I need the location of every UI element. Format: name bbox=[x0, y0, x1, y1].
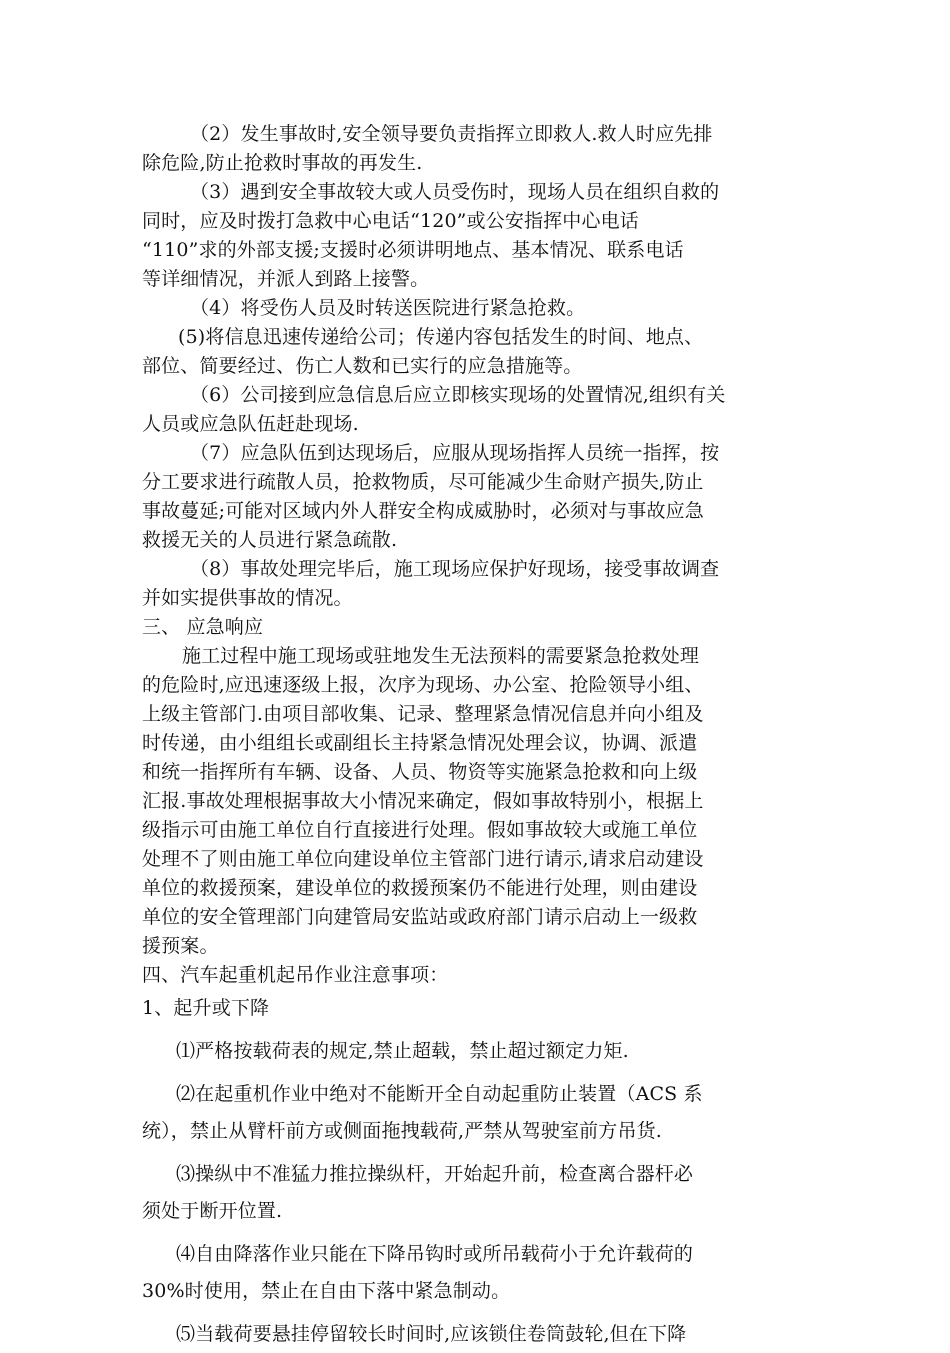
text-line: 同时，应及时拨打急救中心电话“120”或公安指挥中心电话 bbox=[142, 210, 639, 232]
text-line: 并如实提供事故的情况。 bbox=[142, 587, 353, 609]
text-line: ⑶操纵中不准猛力推拉操纵杆，开始起升前，检查离合器杆必 bbox=[176, 1163, 694, 1185]
text-line: 部位、简要经过、伤亡人数和已实行的应急措施等。 bbox=[142, 355, 583, 377]
text-line: 单位的救援预案，建设单位的救援预案仍不能进行处理，则由建设 bbox=[142, 877, 698, 899]
document-body bbox=[142, 120, 812, 1353]
text-line: 统），禁止从臂杆前方或侧面拖拽载荷,严禁从驾驶室前方吊货. bbox=[142, 1120, 662, 1142]
text-line: ⑵在起重机作业中绝对不能断开全自动起重防止装置（ACS 系 bbox=[176, 1083, 703, 1105]
text-line: ⑷自由降落作业只能在下降吊钩时或所吊载荷小于允许载荷的 bbox=[176, 1243, 694, 1265]
text-line: 事故蔓延;可能对区域内外人群安全构成威胁时，必须对与事故应急 bbox=[142, 500, 704, 522]
text-line: 汇报.事故处理根据事故大小情况来确定，假如事故特别小，根据上 bbox=[142, 790, 704, 812]
text-line: 上级主管部门.由项目部收集、记录、整理紧急情况信息并向小组及 bbox=[142, 703, 704, 725]
text-line: 30%时使用，禁止在自由下落中紧急制动。 bbox=[142, 1280, 511, 1302]
text-line: 和统一指挥所有车辆、设备、人员、物资等实施紧急抢救和向上级 bbox=[142, 761, 698, 783]
text-line: （8）事故处理完毕后，施工现场应保护好现场，接受事故调查 bbox=[190, 558, 720, 580]
text-line: “110”求的外部支援;支援时必须讲明地点、基本情况、联系电话 bbox=[142, 239, 684, 261]
text-line: 人员或应急队伍赶赴现场. bbox=[142, 413, 359, 435]
text-line: 1、起升或下降 bbox=[142, 997, 270, 1019]
text-line: 等详细情况，并派人到路上接警。 bbox=[142, 268, 430, 290]
text-line: 须处于断开位置. bbox=[142, 1200, 283, 1222]
text-line: (5)将信息迅速传递给公司；传递内容包括发生的时间、地点、 bbox=[178, 326, 704, 348]
text-line: 时传递，由小组组长或副组长主持紧急情况处理会议，协调、派遣 bbox=[142, 732, 698, 754]
text-line: （2）发生事故时,安全领导要负责指挥立即救人.救人时应先排 bbox=[190, 123, 713, 145]
text-line: ⑴严格按载荷表的规定,禁止超载，禁止超过额定力矩. bbox=[176, 1040, 629, 1062]
text-line: （6）公司接到应急信息后应立即核实现场的处置情况,组织有关 bbox=[190, 384, 726, 406]
crane-operation-section bbox=[142, 990, 812, 1353]
text-line: （4）将受伤人员及时转送医院进行紧急抢救。 bbox=[190, 297, 586, 319]
text-line: （7）应急队伍到达现场后，应服从现场指挥人员统一指挥，按 bbox=[190, 442, 720, 464]
text-line: 处理不了则由施工单位向建设单位主管部门进行请示,请求启动建设 bbox=[142, 848, 704, 870]
text-line: 四、汽车起重机起吊作业注意事项： bbox=[142, 964, 449, 986]
emergency-procedure-section bbox=[142, 120, 812, 990]
text-line: 单位的安全管理部门向建管局安监站或政府部门请示启动上一级救 bbox=[142, 906, 698, 928]
text-line: 三、 应急响应 bbox=[142, 616, 264, 638]
text-line: 除危险,防止抢救时事故的再发生. bbox=[142, 152, 423, 174]
text-line: ⑸当载荷要悬挂停留较长时间时,应该锁住卷筒鼓轮,但在下降 bbox=[176, 1323, 687, 1345]
text-line: 级指示可由施工单位自行直接进行处理。假如事故较大或施工单位 bbox=[142, 819, 698, 841]
text-line: 救援无关的人员进行紧急疏散. bbox=[142, 529, 398, 551]
text-line: 施工过程中施工现场或驻地发生无法预料的需要紧急抢救处理 bbox=[182, 645, 700, 667]
text-line: 援预案。 bbox=[142, 935, 219, 957]
text-line: （3）遇到安全事故较大或人员受伤时，现场人员在组织自救的 bbox=[190, 181, 720, 203]
text-line: 的危险时,应迅速逐级上报，次序为现场、办公室、抢险领导小组、 bbox=[142, 674, 704, 696]
text-line: 分工要求进行疏散人员，抢救物质，尽可能减少生命财产损失,防止 bbox=[142, 471, 704, 493]
